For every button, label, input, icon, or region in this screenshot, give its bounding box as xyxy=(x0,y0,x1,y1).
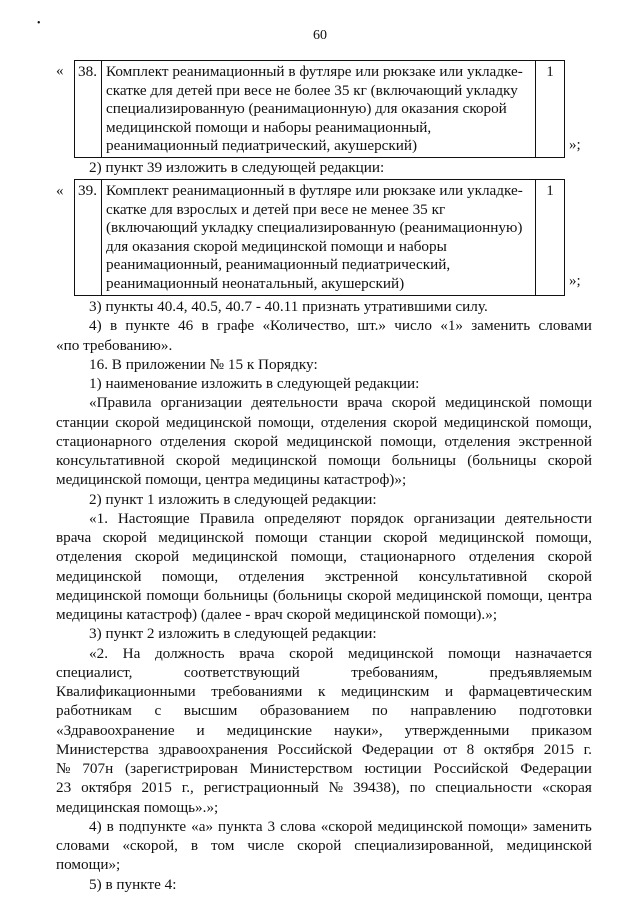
body-word: медицинской xyxy=(396,586,482,604)
body-word: октября xyxy=(81,779,132,797)
body-word: помощи, xyxy=(290,548,347,566)
body-line: 16. В приложении № 15 к Порядку: xyxy=(89,355,318,373)
body-line xyxy=(56,547,592,567)
body-line xyxy=(56,586,592,606)
body-word: «скорой, xyxy=(122,837,178,854)
table2-line: реанимационный, реанимационный педиатрический, xyxy=(106,256,451,274)
body-word: медицинской xyxy=(56,586,142,604)
body-word: порядок xyxy=(350,509,404,527)
body-word: консультативной xyxy=(418,567,528,585)
body-word: 46 xyxy=(178,317,194,335)
body-word: словами xyxy=(538,317,592,335)
table1-number: 38. xyxy=(74,60,102,158)
body-word: медицинской xyxy=(438,529,525,546)
body-line xyxy=(56,759,592,779)
body-word: стационарного xyxy=(359,548,456,566)
table2-line: Комплект реанимационный в футляре или рюкзаке или укладке- xyxy=(106,182,523,199)
body-word: науки», xyxy=(334,721,383,739)
body-word: скорой xyxy=(289,644,334,662)
body-word: медицинской xyxy=(506,837,592,854)
table2-number: 39. xyxy=(74,179,102,296)
body-line xyxy=(89,509,592,529)
body-word: скорой xyxy=(547,452,592,469)
body-word: организации xyxy=(160,394,243,412)
body-word: (зарегистрирован xyxy=(125,760,238,777)
body-word: (больницы xyxy=(467,452,537,469)
body-word: «скорая xyxy=(542,779,592,797)
body-word: № xyxy=(328,779,344,797)
body-word: медицинской xyxy=(56,567,142,585)
body-line: «по требованию». xyxy=(56,336,173,354)
body-word: Правила xyxy=(199,509,255,527)
body-line xyxy=(56,836,592,856)
body-word: стационарного xyxy=(56,432,152,450)
body-word: врача xyxy=(56,529,92,546)
body-word: отделения xyxy=(56,548,122,566)
body-word: «Правила xyxy=(89,394,152,412)
body-line: 3) пункт 2 изложить в следующей редакции: xyxy=(89,625,377,643)
body-word: скорой xyxy=(175,452,221,469)
body-line xyxy=(56,567,592,587)
body-word: 2015 xyxy=(141,779,172,797)
body-word: скорой xyxy=(391,394,436,412)
body-word: больницы xyxy=(203,586,268,604)
body-line xyxy=(56,432,592,452)
body-word: помощи xyxy=(146,586,199,604)
body-word: и xyxy=(196,721,205,739)
body-word: заменить xyxy=(532,817,592,835)
body-word: специализированной, xyxy=(354,837,494,854)
body-line: медицинской помощи, центра медицины катастроф)»; xyxy=(56,471,407,489)
body-line: 5) в пункте 4: xyxy=(89,875,177,893)
body-word: медицинской xyxy=(377,817,463,835)
body-word: утвержденными xyxy=(404,721,510,739)
table2-line: скатке для взрослых и детей при весе не менее 35 кг xyxy=(106,200,446,218)
body-word: образованием xyxy=(259,702,350,720)
table2-name-cell xyxy=(101,179,536,296)
body-word: помощи, xyxy=(257,413,315,431)
body-word: (больницы xyxy=(272,586,343,604)
table1-line: медицинской помощи и наборы реанимационный, xyxy=(106,118,432,136)
body-word: заменить xyxy=(471,317,531,335)
body-line: 2) пункт 1 изложить в следующей редакции: xyxy=(89,490,377,508)
body-line xyxy=(56,721,592,741)
body-line: медицинская помощь».»; xyxy=(56,798,219,816)
body-word: с xyxy=(154,702,162,720)
body-word: должность xyxy=(154,644,225,662)
body-word: помощи, xyxy=(486,586,543,604)
body-word: врача xyxy=(347,394,383,412)
body-word: консультативной xyxy=(56,452,165,469)
body-line xyxy=(56,413,592,433)
body-word: г. xyxy=(583,740,592,758)
body-word: организации xyxy=(413,509,496,527)
body-word: юстиции xyxy=(364,760,422,777)
body-word: деятельности xyxy=(505,509,592,527)
body-word: станции xyxy=(56,413,109,431)
body-word: «Здравоохранение xyxy=(56,721,175,739)
body-word: 39438), xyxy=(352,779,400,797)
body-word: отделения xyxy=(444,432,511,450)
body-word: соответствующий xyxy=(183,663,300,681)
page-number: 60 xyxy=(313,28,327,43)
table2 xyxy=(74,179,565,296)
body-line xyxy=(89,644,592,664)
body-line: 3) пункты 40.4, 40.5, 40.7 - 40.11 признать утратившими силу. xyxy=(89,298,488,315)
table1-line: реанимационный педиатрический, акушерский) xyxy=(106,137,418,155)
body-line xyxy=(56,701,592,721)
body-word: деятельности xyxy=(251,394,339,412)
body-word: и xyxy=(444,683,454,700)
body-word: «2. xyxy=(89,644,108,662)
body-word: помощи, xyxy=(535,413,592,431)
table2-open-quote: « xyxy=(56,183,64,199)
body-word: работникам xyxy=(56,702,132,720)
body-word: 8 xyxy=(466,740,475,758)
body-word: требованиями xyxy=(211,683,303,700)
body-word: Российской xyxy=(277,740,353,758)
body-word: том xyxy=(211,837,235,854)
body-word: помощи xyxy=(539,394,592,412)
body-line xyxy=(56,740,592,760)
body-word: больницы xyxy=(391,452,456,469)
body-word: числе xyxy=(247,837,285,854)
body-word: 2015 xyxy=(543,740,575,758)
body-word: медицинской xyxy=(192,548,278,566)
body-word: в xyxy=(109,317,118,335)
body-word: «1. xyxy=(89,509,108,527)
table1-line: специализированную (реанимационную) для оказания скорой xyxy=(106,100,507,118)
body-line xyxy=(89,393,592,413)
body-word: помощи» xyxy=(467,817,528,835)
body-line xyxy=(56,451,592,471)
body-word: Министерства xyxy=(56,740,149,758)
body-word: Российской xyxy=(433,760,509,777)
body-word: отделения xyxy=(468,548,535,566)
body-word: медицинской xyxy=(166,413,252,431)
body-word: медицинской xyxy=(444,394,531,412)
body-word: «скорой xyxy=(320,817,373,835)
body-word: помощи xyxy=(328,452,381,469)
body-word: Федерации xyxy=(361,740,434,758)
table1-line: скатке для детей при весе не более 35 кг (включающий укладку xyxy=(106,81,518,99)
body-word: медицинские xyxy=(226,721,313,739)
body-word: высшим xyxy=(183,702,238,720)
body-word: от xyxy=(443,740,458,758)
table1-close-quote: »; xyxy=(569,137,581,153)
table2-line: реанимационный неонатальный, акушерский) xyxy=(106,274,405,292)
body-word: «Количество, xyxy=(262,317,350,335)
body-word: требованиям, xyxy=(351,663,439,681)
table1-qty: 1 xyxy=(535,60,565,158)
body-word: в xyxy=(106,817,114,835)
body-word: специалист, xyxy=(56,663,133,681)
item-2-heading: 2) пункт 39 изложить в следующей редакции: xyxy=(89,159,385,176)
table1-line: Комплект реанимационный в футляре или рюкзаке или укладке- xyxy=(106,63,523,80)
body-line xyxy=(89,316,592,336)
body-word: Федерации xyxy=(520,760,592,777)
body-word: медицинским xyxy=(341,683,430,700)
body-word: 3 xyxy=(267,817,276,835)
body-word: № xyxy=(56,760,71,777)
body-word: 23 xyxy=(56,779,72,797)
body-word: г., xyxy=(181,779,194,797)
body-word: скорой xyxy=(393,413,438,431)
body-word: направлению xyxy=(410,702,497,720)
body-word: Настоящие xyxy=(117,509,190,527)
body-word: скорой xyxy=(547,548,592,566)
body-word: скорой xyxy=(115,413,160,431)
body-word: помощи, xyxy=(535,529,592,546)
body-word: медицинской xyxy=(231,452,317,469)
body-word: Квалификационными xyxy=(56,683,196,700)
body-word: отделения xyxy=(238,567,305,585)
body-word: скорой xyxy=(347,586,392,604)
body-word: приказом xyxy=(531,721,592,739)
body-word: словами xyxy=(56,837,110,854)
body-word: в xyxy=(201,317,209,335)
body-word: помощи xyxy=(448,644,501,662)
body-word: 707н xyxy=(82,760,114,777)
body-word: пункта xyxy=(218,817,263,835)
body-word: 4) xyxy=(89,317,102,335)
body-word: определяют xyxy=(264,509,341,527)
body-word: скорой xyxy=(102,529,147,546)
body-line: помощи»; xyxy=(56,856,121,874)
body-word: отделения xyxy=(320,413,387,431)
table2-close-quote: »; xyxy=(569,273,581,289)
body-word: помощи, xyxy=(380,432,437,450)
body-line xyxy=(56,682,592,702)
body-word: назначается xyxy=(515,644,592,662)
body-word: На xyxy=(122,644,141,662)
body-word: по xyxy=(372,702,388,720)
table1 xyxy=(74,60,565,158)
body-word: отделения xyxy=(159,432,226,450)
body-word: к xyxy=(318,683,326,700)
body-word: Министерством xyxy=(249,760,353,777)
body-word: октября xyxy=(483,740,535,758)
body-word: слова xyxy=(280,817,316,835)
body-word: экстренной xyxy=(518,432,592,450)
body-word: специальности xyxy=(435,779,533,797)
body-word: число xyxy=(394,317,432,335)
body-line xyxy=(56,663,592,683)
body-word: фармацевтическим xyxy=(468,683,592,700)
table1-name-cell xyxy=(101,60,536,158)
body-line xyxy=(56,528,592,548)
table1-open-quote: « xyxy=(56,63,64,79)
body-line: медицины катастроф) (далее - врач скорой медицинской помощи).»; xyxy=(56,606,498,623)
corner-mark: • xyxy=(37,18,41,29)
table2-line: для оказания скорой медицинской помощи и наборы xyxy=(106,237,447,255)
body-word: скорой xyxy=(383,529,428,546)
body-word: медицинской xyxy=(347,644,434,662)
body-word: регистрационный xyxy=(203,779,319,797)
body-word: станции xyxy=(318,529,372,546)
table2-line: (включающий укладку специализированную (реанимационную) xyxy=(106,219,523,237)
body-word: скорой xyxy=(297,837,342,854)
body-word: предъявляемым xyxy=(489,663,592,681)
body-word: помощи xyxy=(255,529,308,546)
body-word: медицинской xyxy=(443,413,530,431)
body-word: здравоохранения xyxy=(158,740,268,758)
body-word: помощи, xyxy=(161,567,219,585)
table2-qty: 1 xyxy=(535,179,565,296)
body-word: графе xyxy=(217,317,255,335)
body-line xyxy=(56,778,592,798)
body-word: по xyxy=(409,779,426,797)
body-word: центра xyxy=(547,586,592,604)
body-line: 1) наименование изложить в следующей редакции: xyxy=(89,375,420,392)
body-word: врача xyxy=(239,644,275,662)
body-word: медицинской xyxy=(158,529,244,546)
body-word: шт.» xyxy=(357,317,386,335)
body-word: «а» xyxy=(191,817,214,835)
body-word: медицинской xyxy=(286,432,372,450)
body-word: скорой xyxy=(134,548,180,566)
body-line xyxy=(89,817,592,837)
body-word: скорой xyxy=(547,567,592,585)
body-word: подпункте xyxy=(118,817,187,835)
body-word: 4) xyxy=(89,817,102,835)
body-word: в xyxy=(190,837,199,854)
body-word: скорой xyxy=(234,432,279,450)
body-word: экстренной xyxy=(324,567,399,585)
body-word: «1» xyxy=(440,317,464,335)
body-word: подготовки xyxy=(518,702,592,720)
body-word: пункте xyxy=(125,317,170,335)
